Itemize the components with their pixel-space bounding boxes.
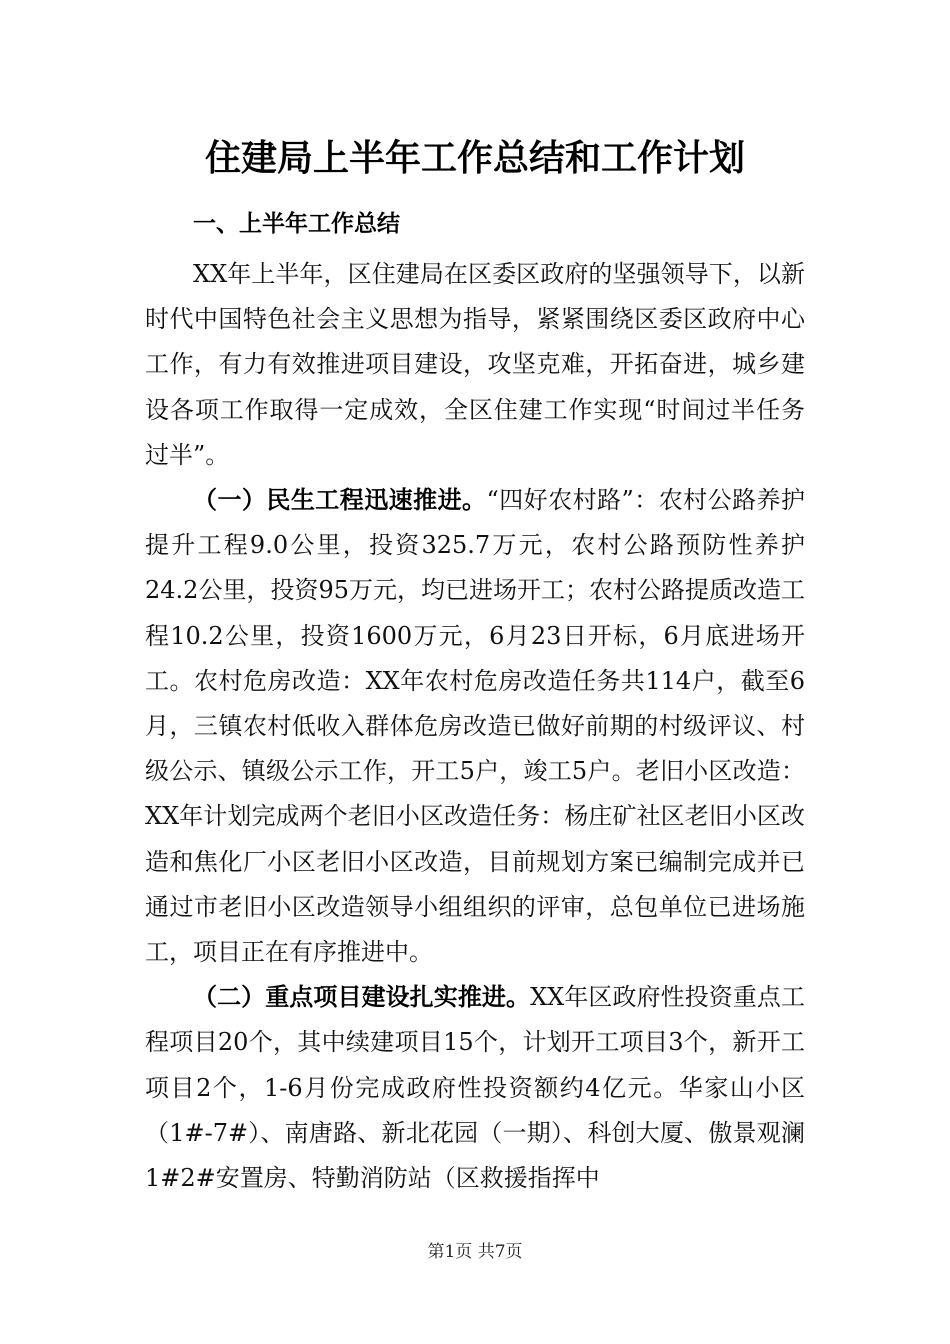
section-heading-summary: 一、上半年工作总结 [193,211,400,237]
page-number-footer: 第1页 共7页 [427,1242,523,1262]
subsection-livelihood-text: “四好农村路”：农村公路养护提升工程9.0公里，投资325.7万元，农村公路预防性养护24.2公里，投资95万元，均已进场开工；农村公路提质改造工程10.2公里，投资1600万元，6月23日开标，6月底进场开工。农村危房改造：XX年农村危房改造任务共114户，截至6月，三镇农村低收入群体危房改造已做好前期的村级评议、村级公示、镇级公示工作，开工5户，竣工5户。老旧小区改造：XX年计划完成两个老旧小区改造任务：杨庄矿社区老旧小区改造和焦化厂小区老旧小区改造，目前规划方案已编制完成并已通过市老旧小区改造领导小组组织的评审，总包单位已进场施工，项目正在有序推进中。 [145,486,805,967]
subsection-key-projects-paragraph [145,975,805,1201]
document-body [145,252,805,1201]
intro-paragraph: XX年上半年，区住建局在区委区政府的坚强领导下，以新时代中国特色社会主义思想为指导，紧紧围绕区委区政府中心工作，有力有效推进项目建设，攻坚克难，开拓奋进，城乡建设各项工作取得一定成效，全区住建工作实现“时间过半任务过半”。 [145,260,805,469]
subsection-livelihood-heading: （一）民生工程迅速推进。 [193,486,487,515]
document-title: 住建局上半年工作总结和工作计划 [204,137,745,179]
subsection-key-projects-text: XX年区政府性投资重点工程项目20个，其中续建项目15个，计划开工项目3个，新开工项目2个，1-6月份完成政府性投资额约4亿元。华家山小区（1#-7#）、南唐路、新北花园（一期）、科创大厦、傲景观澜1#2#安置房、特勤消防站（区救援指挥中 [145,983,806,1193]
subsection-key-projects-heading: （二）重点项目建设扎实推进。 [193,983,531,1012]
subsection-livelihood-paragraph [145,478,805,975]
